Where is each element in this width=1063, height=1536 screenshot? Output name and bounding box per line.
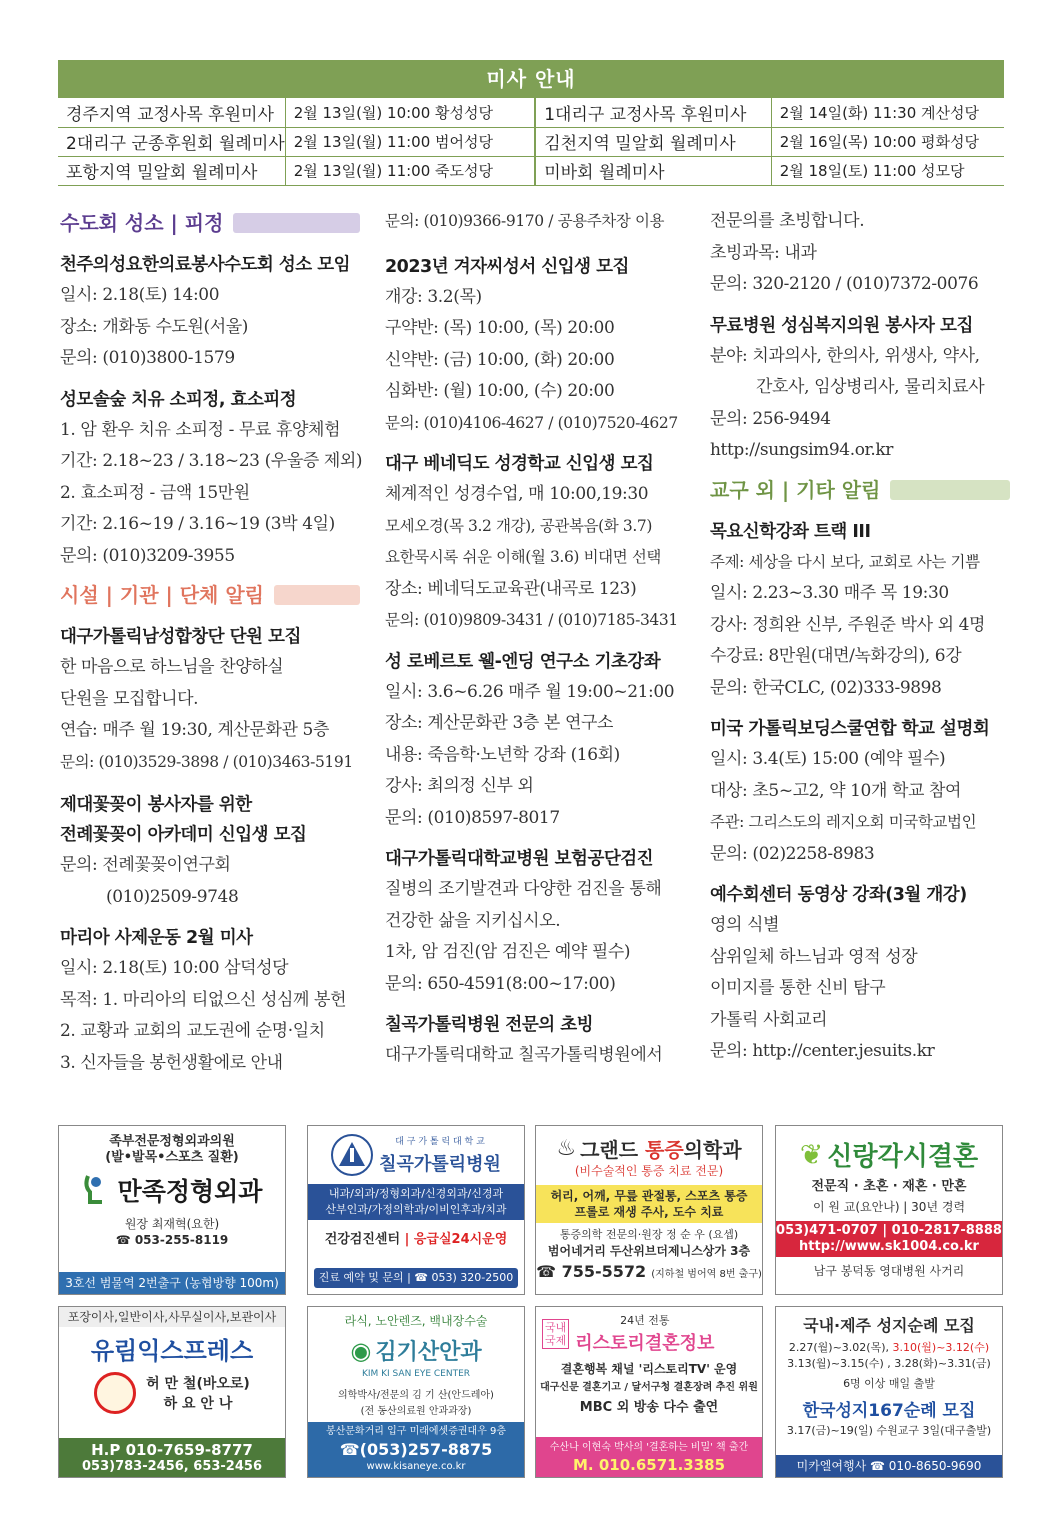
mass-info: 2월 13일(월) 10:00 황성성당 [285,98,535,127]
ad-line: 3.17(금)~19(일) 수원교구 3일(대구출발) [786,1424,992,1437]
notice-line: 대구가톨릭대학교 칠곡가톨릭병원에서 [385,1045,663,1065]
ad-line: MBC 외 방송 다수 출연 [579,1400,719,1415]
section-heading [60,578,360,612]
table-row [58,98,1004,127]
notice-title: 대구가톨릭대학교병원 보험공단검진 [385,849,654,869]
notice-line: 문의: (010)4106-4627 / (010)7520-4627 [385,413,678,432]
notice-title: 천주의성요한의료봉사수도회 성소 모임 [60,255,351,275]
ad-manjok-orthopedics[interactable] [58,1125,286,1295]
section-bar [890,480,1010,500]
mass-info: 2월 13일(월) 11:00 죽도성당 [285,156,535,185]
notice-title: 예수회센터 동영상 강좌(3월 개강) [710,885,967,905]
ad-phone: ☎(053)257-8875 [339,1440,493,1459]
mass-info: 2월 18일(토) 11:00 성모당 [771,156,1004,185]
mass-name: 1대리구 교정사목 후원미사 [535,98,771,127]
notice-line: 초빙과목: 내과 [710,242,817,263]
ad-subtitle: 대 구 가 톨 릭 대 학 교 [395,1137,485,1147]
ad-subtitle: (발•발목•스포츠 질환) [105,1150,239,1165]
ad-footer: 미카엘여행사 ☎ 010-8650-9690 [776,1455,1002,1477]
ad-link[interactable]: www.kisaneye.co.kr [366,1461,466,1472]
notice-line: 전문의를 초빙합니다. [710,211,865,231]
notice-line: 문의: 한국CLC, (02)333-9898 [710,677,942,698]
ad-line: 범어네거리 두산위브더제니스상가 3층 [547,1244,751,1258]
notice-line: 문의: (010)3209-3955 [60,545,235,566]
section-heading [710,473,1010,507]
ad-name: 김기산안과 [375,1340,482,1365]
notice-line: 문의: 650-4591(8:00~17:00) [385,973,616,994]
notice-line: 문의: (010)9366-9170 / 공용주차장 이용 [385,212,665,230]
notice-line: 가톨릭 사회교리 [710,1009,828,1030]
ad-line: 남구 봉덕동 영대병원 사거리 [813,1264,965,1278]
mass-name: 미바회 월례미사 [535,156,771,185]
ad-name: 칠곡가톨릭병원 [379,1154,501,1175]
mass-name: 2대리구 군종후원회 월례미사 [58,127,285,156]
ad-phone: ☎ 053-255-8119 [115,1233,229,1247]
mass-info: 2월 13일(월) 11:00 범어성당 [285,127,535,156]
ad-line: 허리, 어깨, 무릎 관절통, 스포츠 통증 [550,1189,748,1203]
ad-story-marriage[interactable] [535,1306,763,1478]
notice-line: 일시: 3.6~6.26 매주 월 19:00~21:00 [385,681,675,702]
notice-title: 성 로베르토 웰-엔딩 연구소 기초강좌 [385,651,661,672]
notice-line: 1. 암 환우 치유 소피정 - 무료 휴양체험 [60,419,341,440]
notice-line: 모세오경(목 3.2 개강), 공관복음(화 3.7) [385,516,653,535]
mass-name: 김천지역 밀알회 월례미사 [535,127,771,156]
notice-line: 단원을 모집합니다. [60,688,199,709]
notice-line: 대상: 초5~고2, 약 10개 학교 참여 [710,780,962,801]
ad-subtitle: 포장이사,일반이사,사무실이사,보관이사 [59,1307,285,1327]
clinic-logo-icon: ♨ [556,1136,577,1161]
notice-line: 문의: (02)2258-8983 [710,843,875,864]
notice-line: 구약반: (목) 10:00, (목) 20:00 [385,318,615,338]
notice-title: 대구가톨릭남성합창단 단원 모집 [60,627,301,647]
column-middle [385,200,685,1072]
column-right [710,200,1010,1068]
ad-phone: H.P 010-7659-8777 [91,1441,253,1459]
ad-subtitle: KIM KI SAN EYE CENTER [361,1369,471,1379]
mass-name: 포항지역 밀알회 월례미사 [58,156,285,185]
ad-footer: 3호선 범물역 2번출구 (농협방향 100m) [59,1272,285,1294]
section-title: 수도회 성소 | 피정 [60,211,224,235]
ad-chilgok-hospital[interactable]: 대 구 가 톨 릭 대 학 교 칠곡가톨릭병원 내과/외과/정형외과/신경외과/신경과 산부인과/가정의학과/이비인후과/치과 건강검진센터 | 응급실24시운영 진료 예약 및 문의 | ☎ 053) 320-2500 [307,1125,525,1295]
ad-kimkisan-eye[interactable] [307,1306,525,1478]
notice-line: 강사: 최의정 신부 외 [385,776,534,796]
notice-title: 전례꽃꽂이 아카데미 신입생 모집 [60,825,307,845]
notice-line: 문의: 320-2120 / (010)7372-0076 [710,274,979,294]
section-title: 시설 | 기관 | 단체 알림 [60,583,264,607]
notice-line: 내용: 죽음학·노년학 강좌 (16회) [385,744,620,765]
mass-info: 2월 16일(목) 10:00 평화성당 [771,127,1004,156]
ad-line: 허 만 철(바오로) [146,1376,250,1392]
notice-title: 마리아 사제운동 2월 미사 [60,928,253,948]
notice-line: 일시: 2.18(토) 14:00 [60,285,220,305]
heart-logo-icon: ❦ [799,1138,824,1171]
ad-name: 유림익스프레스 [90,1337,254,1365]
notice-line: 2. 교황과 교회의 교도권에 순명·일치 [60,1021,325,1041]
notice-line: 일시: 2.18(토) 10:00 삼덕성당 [60,958,289,978]
notice-line: 간호사, 임상병리사, 물리치료사 [756,377,985,397]
notice-line: 질병의 조기발견과 다양한 검진을 통해 [385,879,662,899]
mascot-icon [94,1372,136,1414]
ad-line: (전 동산의료원 안과과장) [360,1406,472,1417]
notice-line: 장소: 베네딕도교육관(내곡로 123) [385,578,637,599]
ad-name: 국내·제주 성지순례 모집 [803,1316,975,1335]
ad-line: 3.13(월)~3.15(수) , [787,1357,895,1370]
ad-line: 6명 이상 매일 출발 [843,1377,935,1390]
mass-name: 경주지역 교정사목 후원미사 [58,98,285,127]
notice-line: 주관: 그리스도의 레지오회 미국학교법인 [710,813,977,831]
notice-line: 주제: 세상을 다시 보다, 교회로 사는 기쁨 [710,552,980,571]
notice-line: 한 마음으로 하느님을 찬양하실 [60,657,284,677]
notice-line: 심화반: (월) 10:00, (수) 20:00 [385,381,615,401]
clinic-logo-icon [82,1172,112,1208]
notice-line: 장소: 개화동 수도원(서울) [60,316,249,337]
mass-schedule-title: 미사 안내 [58,60,1004,98]
section-title: 교구 외 | 기타 알림 [710,477,881,502]
ad-line: 응급실24시운영 [413,1232,508,1247]
ad-phone: ☎ 755-5572 [536,1262,647,1281]
ad-line: 하 요 안 나 [163,1396,233,1412]
notice-line: 문의: 전례꽃꽂이연구회 [60,855,231,875]
notice-line: 문의: (010)8597-8017 [385,807,560,828]
eye-logo-icon: ◉ [350,1336,372,1365]
ad-line: 프롤로 재생 주사, 도수 치료 [574,1205,724,1219]
ad-subtitle: 24년 전통 [620,1314,670,1327]
ad-name: 만족정형외과 [117,1177,263,1206]
ad-yurim-express[interactable] [58,1306,286,1478]
ad-line: 원장 최재혁(요한) [124,1217,220,1231]
hospital-emblem-icon [331,1134,373,1176]
ad-phone: 053)783-2456, 653-2456 [82,1459,262,1474]
ad-link[interactable]: http://www.sk1004.co.kr [799,1239,979,1254]
notice-title: 2023년 겨자씨성서 신입생 모집 [385,256,629,277]
ad-line: 통증의학 전문의·원장 정 순 우 (요셉) [559,1228,739,1241]
notice-title: 성모솔숲 치유 소피정, 효소피정 [60,389,297,410]
ad-michael-travel[interactable] [775,1306,1003,1478]
ad-line: 봉산문화거리 입구 미래에셋증권대우 9층 [325,1426,507,1437]
ad-name: 리스토리결혼정보 [575,1333,715,1354]
notice-line: 문의: 256-9494 [710,408,831,429]
notice-line: (010)2509-9748 [106,886,239,907]
ad-name: 의학과 [683,1138,742,1162]
section-heading [60,206,360,240]
badge-text: 국제 [545,1334,567,1347]
ad-line: 건강검진센터 [324,1232,401,1247]
ad-name: 그랜드 [580,1138,639,1162]
table-row [58,127,1004,156]
ad-subtitle: 라식, 노안렌즈, 백내장수술 [344,1314,488,1328]
notice-line: 일시: 2.23~3.30 매주 목 19:30 [710,583,949,603]
ad-phone: M. 010.6571.3385 [572,1456,726,1474]
table-row [58,156,1004,185]
notice-line: 체계적인 성경수업, 매 10:00,19:30 [385,484,649,504]
ad-line: 수산나 이현숙 박사의 '결혼하는 비밀' 책 출간 [549,1442,749,1453]
mass-table [58,98,1004,186]
ad-line: 결혼행복 채널 '리스토리TV' 운영 [560,1362,738,1376]
notice-line: 강사: 정희완 신부, 주원준 박사 외 4명 [710,614,986,635]
notice-line: 2. 효소피정 - 금액 15만원 [60,482,250,503]
notice-line: 일시: 3.4(토) 15:00 (예약 필수) [710,749,946,769]
notice-line: 1차, 암 검진(암 검진은 예약 필수) [385,942,631,962]
ad-footer: 진료 예약 및 문의 | ☎ 053) 320-2500 [314,1268,518,1288]
notice-line: 수강료: 8만원(대면/녹화강의), 6강 [710,646,962,666]
notice-line: 3. 신자들을 봉헌생활에로 안내 [60,1052,283,1073]
mass-schedule [58,60,1004,186]
notice-line: 문의: (010)3529-3898 / (010)3463-5191 [60,752,353,771]
ad-grand-pain-clinic[interactable] [535,1125,763,1295]
ad-line: 3.10(월)~3.12(수) [892,1341,990,1354]
ad-line: 이 원 교(요안나) | 30년 경력 [812,1200,966,1214]
notice-line: 삼위일체 하느님과 영적 성장 [710,946,918,967]
notice-line: 건강한 삶을 지키십시오. [385,910,561,931]
notice-line: 목적: 1. 마리아의 티없으신 성심께 봉헌 [60,989,347,1010]
section-bar [274,585,360,605]
notice-title: 미국 가톨릭보딩스쿨연합 학교 설명회 [710,719,990,739]
ad-subtitle: 족부전문정형외과의원 [109,1134,235,1149]
notice-title: 대구 베네딕도 성경학교 신입생 모집 [385,454,654,474]
notice-line: 연습: 매주 월 19:30, 계산문화관 5층 [60,720,329,740]
mass-info: 2월 14일(화) 11:30 계산성당 [771,98,1004,127]
notice-line: 영의 식별 [710,915,780,935]
notice-title: 칠곡가톨릭병원 전문의 초빙 [385,1015,594,1035]
ad-line: 산부인과/가정의학과/이비인후과/치과 [325,1203,507,1216]
ad-name: 한국성지167순례 모집 [802,1401,976,1421]
ad-sinrang-wedding[interactable] [775,1125,1003,1295]
notice-line: 기간: 2.16~19 / 3.16~19 (3박 4일) [60,514,335,534]
ad-name: 신랑각시결혼 [827,1142,979,1172]
ad-line: 대구신문 결혼기고 / 달서구청 결혼장려 추진 위원 [540,1382,758,1393]
domestic-international-badge [542,1319,569,1349]
section-bar [233,213,360,233]
ad-line: (지하철 범어역 8번 출구) [651,1269,762,1280]
notice-line: 신약반: (금) 10:00, (화) 20:00 [385,349,615,370]
notice-link[interactable]: 문의: http://center.jesuits.kr [710,1041,935,1061]
notice-line: 문의: (010)9809-3431 / (010)7185-3431 [385,611,678,629]
ad-subtitle: (비수술적인 통증 치료 전문) [574,1164,724,1178]
notice-line: 분야: 치과의사, 한의사, 위생사, 약사, [710,345,980,366]
notice-line: 문의: (010)3800-1579 [60,348,235,368]
ad-line: 전문직 · 초혼 · 재혼 · 만혼 [811,1179,967,1194]
notice-line: 요한묵시록 쉬운 이해(월 3.6) 비대면 선택 [385,548,661,566]
ad-line: 2.27(월)~3.02(목), [788,1341,893,1354]
badge-text: 국내 [545,1321,567,1334]
ad-name: 통증 [645,1138,684,1162]
column-left [60,200,363,1079]
notice-line: 이미지를 통한 신비 탐구 [710,978,886,998]
ad-line: 3.28(화)~3.31(금) [894,1357,991,1370]
notice-line: 기간: 2.18~23 / 3.18~23 (우울증 제외) [60,451,363,471]
ad-phone: 053)471-0707 | 010-2817-8888 [776,1223,1002,1238]
notice-title: 무료병원 성심복지의원 봉사자 모집 [710,315,973,336]
notice-link[interactable]: http://sungsim94.or.kr [710,440,894,460]
ad-line: 의학박사/전문의 김 기 산(안드레아) [338,1390,494,1401]
notice-title: 목요신학강좌 트랙 III [710,521,871,542]
notice-title: 제대꽃꽂이 봉사자를 위한 [60,795,252,815]
ad-line: 내과/외과/정형외과/신경외과/신경과 [328,1187,504,1200]
notice-line: 개강: 3.2(목) [385,286,482,307]
notice-line: 장소: 계산문화관 3층 본 연구소 [385,713,614,733]
